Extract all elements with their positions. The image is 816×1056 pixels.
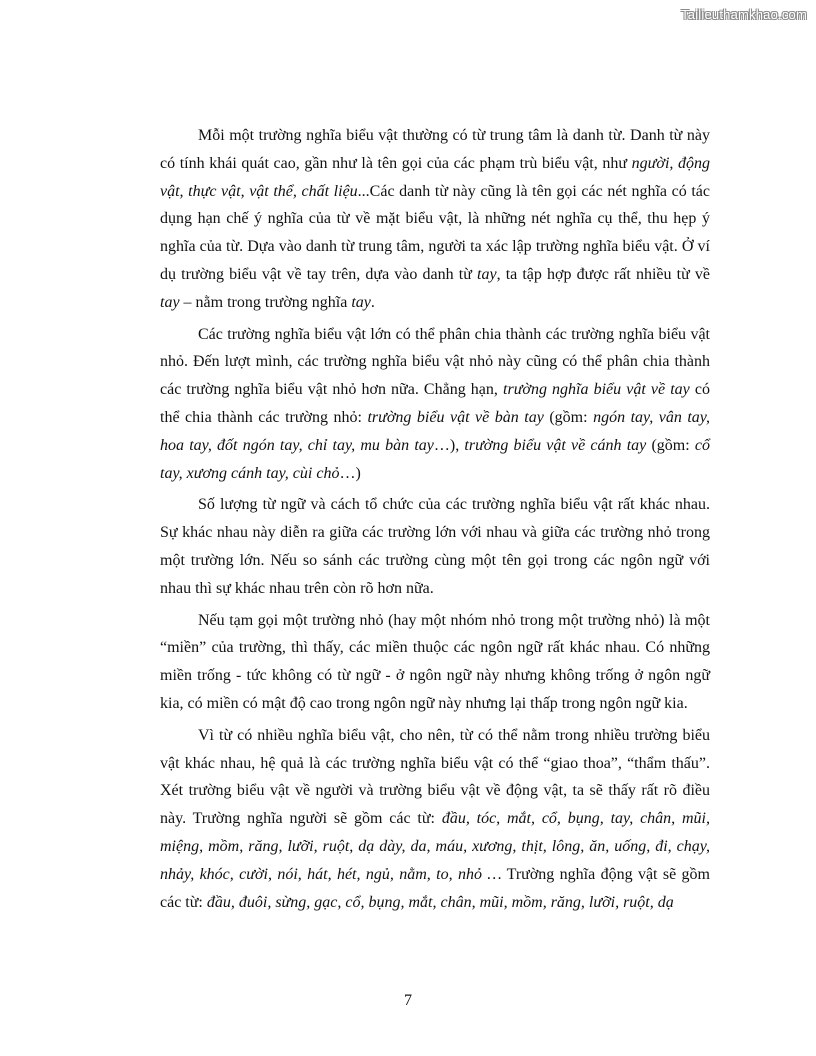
paragraph <box>160 607 710 718</box>
paragraph <box>160 722 710 917</box>
italic-run: tay <box>160 293 180 311</box>
text-run: Trường nghĩa động vật sẽ gồm các từ: <box>160 865 711 911</box>
text-run: (gồm: <box>543 408 594 426</box>
page-number: 7 <box>404 992 412 1009</box>
italic-run: người, động vật, thực vật, vật thể, chất liệu <box>160 154 710 200</box>
text-run: ...Các danh từ này cũng là tên gọi các nét nghĩa có tác dụng hạn chế ý nghĩa của từ về mặt biểu vật, là những nét nghĩa cụ thể, thu hẹp ý nghĩa của từ. Dựa vào danh từ trung tâm, người ta xác lập trường nghĩa biểu vật. Ở ví dụ trường biểu vật về tay trên, dựa vào danh từ <box>160 182 711 283</box>
text-run: Các trường nghĩa biểu vật lớn có thể phân chia thành các trường nghĩa biểu vật nhỏ. Đến lượt mình, các trường nghĩa biểu vật nhỏ này cũng có thể phân chia thành các trường nghĩa biểu vật nhỏ hơn nữa. Chẳng hạn, <box>160 325 710 399</box>
italic-run: trường biểu vật về bàn tay <box>367 408 544 426</box>
italic-run: cổ tay, xương cánh tay, cùi chỏ <box>160 436 711 482</box>
paragraph <box>160 321 710 488</box>
text-run: (gồm: <box>646 436 695 454</box>
watermark-text: Tailieuthamkhao.com <box>681 7 807 22</box>
text-run: , ta tập hợp được rất nhiều từ về <box>496 265 710 283</box>
text-run: có thể chia thành các trường nhỏ: <box>160 381 710 426</box>
italic-run: tay <box>477 265 497 283</box>
text-run: …), <box>433 436 465 454</box>
italic-run: tay <box>351 293 371 311</box>
text-run: – nằm trong trường nghĩa <box>179 293 352 311</box>
paragraph <box>160 122 710 317</box>
italic-run: trường biểu vật về cánh tay <box>464 436 647 454</box>
italic-run: đầu, tóc, mắt, cổ, bụng, tay, chân, mũi, miệng, mồm, răng, lưỡi, ruột, dạ dày, da, máu, xương, thịt, lông, ăn, uống, đi, chạy, nhảy, khóc, cười, nói, hát, hét, ngủ, nằm, to, nhỏ … <box>160 810 710 883</box>
text-run: Số lượng từ ngữ và cách tổ chức của các trường nghĩa biểu vật rất khác nhau. Sự khác nhau này diễn ra giữa các trường lớn với nhau và giữa các trường nhỏ trong một trường lớn. Nếu so sánh các trường cùng một tên gọi trong các ngôn ngữ với nhau thì sự khác nhau trên còn rõ hơn nữa. <box>160 496 710 597</box>
paragraph <box>160 491 710 602</box>
document-body <box>160 122 710 920</box>
text-run: Vì từ có nhiều nghĩa biểu vật, cho nên, từ có thể nằm trong nhiều trường biểu vật khác nhau, hệ quả là các trường nghĩa biểu vật có thể “giao thoa”, “thẩm thấu”. Xét trường biểu vật về người và trường biểu vật về động vật, ta sẽ thấy rất rõ điều này. Trường nghĩa người sẽ gồm các từ: <box>160 726 710 828</box>
text-run: . <box>370 293 375 311</box>
text-run: …) <box>339 464 361 482</box>
italic-run: đầu, đuôi, sừng, gạc, cổ, bụng, mắt, chân, mũi, mồm, răng, lưỡi, ruột, dạ <box>206 893 674 911</box>
text-run: Nếu tạm gọi một trường nhỏ (hay một nhóm nhỏ trong một trường nhỏ) là một “miền” của trường, thì thấy, các miền thuộc các ngôn ngữ rất khác nhau. Có những miền trống - tức không có từ ngữ - ở ngôn ngữ này nhưng không trống ở ngôn ngữ kia, có miền có mật độ cao trong ngôn ngữ này nhưng lại thấp trong ngôn ngữ kia. <box>160 611 710 712</box>
text-run: Mỗi một trường nghĩa biểu vật thường có từ trung tâm là danh từ. Danh từ này có tính khái quát cao, gần như là tên gọi của các phạm trù biểu vật, như <box>160 127 710 172</box>
italic-run: trường nghĩa biểu vật về tay <box>503 381 690 399</box>
italic-run: ngón tay, vân tay, hoa tay, đốt ngón tay, chỉ tay, mu bàn tay <box>160 408 711 454</box>
